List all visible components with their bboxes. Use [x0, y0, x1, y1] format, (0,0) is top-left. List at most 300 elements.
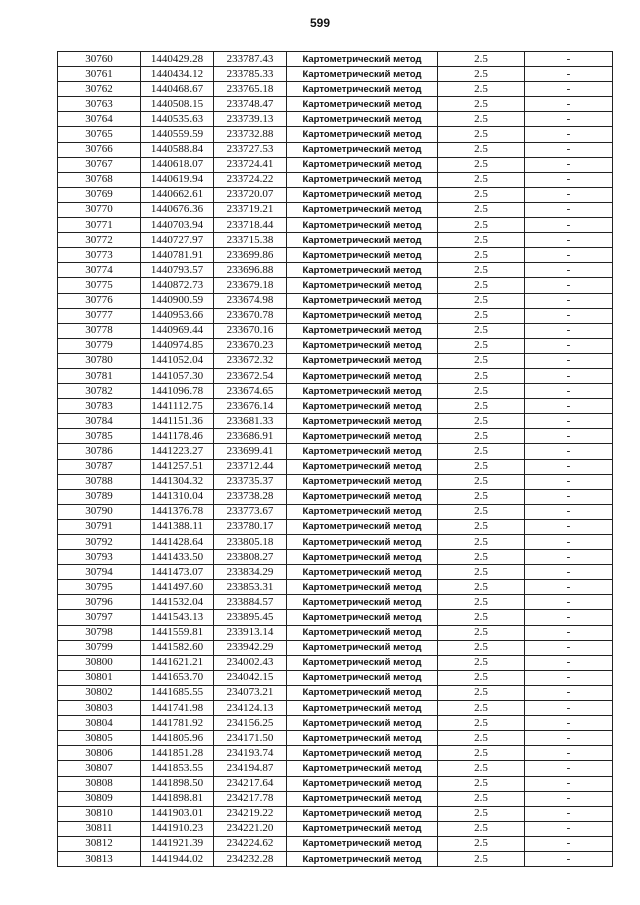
description-cell: -: [525, 202, 613, 217]
method-cell: Картометрический метод: [287, 670, 438, 685]
x-coordinate-cell: 1441741.98: [141, 701, 214, 716]
table-row: [58, 595, 613, 610]
accuracy-cell: 2.5: [438, 112, 525, 127]
y-coordinate-cell: 233780.17: [214, 519, 287, 534]
table-row: [58, 202, 613, 217]
y-coordinate-cell: 233787.43: [214, 52, 287, 67]
x-coordinate-cell: 1440618.07: [141, 157, 214, 172]
description-cell: -: [525, 701, 613, 716]
table-row: [58, 157, 613, 172]
y-coordinate-cell: 233853.31: [214, 580, 287, 595]
description-cell: -: [525, 640, 613, 655]
point-number-cell: 30798: [58, 625, 141, 640]
table-row: [58, 233, 613, 248]
description-cell: -: [525, 67, 613, 82]
y-coordinate-cell: 233895.45: [214, 610, 287, 625]
method-cell: Картометрический метод: [287, 112, 438, 127]
method-cell: Картометрический метод: [287, 806, 438, 821]
point-number-cell: 30812: [58, 836, 141, 851]
x-coordinate-cell: 1440900.59: [141, 293, 214, 308]
point-number-cell: 30780: [58, 353, 141, 368]
accuracy-cell: 2.5: [438, 821, 525, 836]
y-coordinate-cell: 234002.43: [214, 655, 287, 670]
y-coordinate-cell: 233884.57: [214, 595, 287, 610]
y-coordinate-cell: 233670.16: [214, 323, 287, 338]
method-cell: Картометрический метод: [287, 127, 438, 142]
description-cell: -: [525, 776, 613, 791]
y-coordinate-cell: 233696.88: [214, 263, 287, 278]
description-cell: -: [525, 791, 613, 806]
table-row: [58, 836, 613, 851]
description-cell: -: [525, 625, 613, 640]
y-coordinate-cell: 233739.13: [214, 112, 287, 127]
table-row: [58, 142, 613, 157]
table-row: [58, 776, 613, 791]
accuracy-cell: 2.5: [438, 716, 525, 731]
table-row: [58, 82, 613, 97]
point-number-cell: 30778: [58, 323, 141, 338]
point-number-cell: 30775: [58, 278, 141, 293]
accuracy-cell: 2.5: [438, 218, 525, 233]
x-coordinate-cell: 1441096.78: [141, 384, 214, 399]
x-coordinate-cell: 1441851.28: [141, 746, 214, 761]
point-number-cell: 30770: [58, 202, 141, 217]
method-cell: Картометрический метод: [287, 640, 438, 655]
method-cell: Картометрический метод: [287, 172, 438, 187]
description-cell: -: [525, 595, 613, 610]
method-cell: Картометрический метод: [287, 202, 438, 217]
point-number-cell: 30786: [58, 444, 141, 459]
accuracy-cell: 2.5: [438, 278, 525, 293]
point-number-cell: 30794: [58, 565, 141, 580]
accuracy-cell: 2.5: [438, 625, 525, 640]
point-number-cell: 30797: [58, 610, 141, 625]
page-number: 599: [309, 16, 331, 30]
y-coordinate-cell: 233679.18: [214, 278, 287, 293]
method-cell: Картометрический метод: [287, 263, 438, 278]
y-coordinate-cell: 234124.13: [214, 701, 287, 716]
table-row: [58, 806, 613, 821]
x-coordinate-cell: 1440508.15: [141, 97, 214, 112]
method-cell: Картометрический метод: [287, 52, 438, 67]
x-coordinate-cell: 1441921.39: [141, 836, 214, 851]
y-coordinate-cell: 233773.67: [214, 504, 287, 519]
y-coordinate-cell: 233738.28: [214, 489, 287, 504]
point-number-cell: 30791: [58, 519, 141, 534]
table-row: [58, 701, 613, 716]
method-cell: Картометрический метод: [287, 248, 438, 263]
description-cell: -: [525, 338, 613, 353]
accuracy-cell: 2.5: [438, 172, 525, 187]
point-number-cell: 30760: [58, 52, 141, 67]
accuracy-cell: 2.5: [438, 761, 525, 776]
accuracy-cell: 2.5: [438, 82, 525, 97]
method-cell: Картометрический метод: [287, 535, 438, 550]
accuracy-cell: 2.5: [438, 731, 525, 746]
table-row: [58, 353, 613, 368]
accuracy-cell: 2.5: [438, 459, 525, 474]
table-row: [58, 610, 613, 625]
description-cell: -: [525, 535, 613, 550]
method-cell: Картометрический метод: [287, 82, 438, 97]
point-number-cell: 30807: [58, 761, 141, 776]
x-coordinate-cell: 1441057.30: [141, 368, 214, 383]
point-number-cell: 30761: [58, 67, 141, 82]
method-cell: Картометрический метод: [287, 414, 438, 429]
table-row: [58, 640, 613, 655]
x-coordinate-cell: 1440619.94: [141, 172, 214, 187]
y-coordinate-cell: 234232.28: [214, 851, 287, 866]
table-row: [58, 414, 613, 429]
x-coordinate-cell: 1441052.04: [141, 353, 214, 368]
description-cell: -: [525, 685, 613, 700]
x-coordinate-cell: 1441898.81: [141, 791, 214, 806]
table-row: [58, 791, 613, 806]
x-coordinate-cell: 1441497.60: [141, 580, 214, 595]
accuracy-cell: 2.5: [438, 851, 525, 866]
point-number-cell: 30784: [58, 414, 141, 429]
point-number-cell: 30800: [58, 655, 141, 670]
accuracy-cell: 2.5: [438, 535, 525, 550]
y-coordinate-cell: 233699.86: [214, 248, 287, 263]
point-number-cell: 30774: [58, 263, 141, 278]
description-cell: -: [525, 187, 613, 202]
accuracy-cell: 2.5: [438, 97, 525, 112]
description-cell: -: [525, 610, 613, 625]
method-cell: Картометрический метод: [287, 338, 438, 353]
x-coordinate-cell: 1440588.84: [141, 142, 214, 157]
description-cell: -: [525, 399, 613, 414]
point-number-cell: 30809: [58, 791, 141, 806]
point-number-cell: 30768: [58, 172, 141, 187]
y-coordinate-cell: 233748.47: [214, 97, 287, 112]
point-number-cell: 30802: [58, 685, 141, 700]
accuracy-cell: 2.5: [438, 308, 525, 323]
method-cell: Картометрический метод: [287, 368, 438, 383]
method-cell: Картометрический метод: [287, 851, 438, 866]
description-cell: -: [525, 444, 613, 459]
point-number-cell: 30793: [58, 550, 141, 565]
point-number-cell: 30796: [58, 595, 141, 610]
table-row: [58, 550, 613, 565]
point-number-cell: 30773: [58, 248, 141, 263]
description-cell: -: [525, 384, 613, 399]
table-row: [58, 761, 613, 776]
accuracy-cell: 2.5: [438, 127, 525, 142]
point-number-cell: 30765: [58, 127, 141, 142]
accuracy-cell: 2.5: [438, 610, 525, 625]
x-coordinate-cell: 1441944.02: [141, 851, 214, 866]
description-cell: -: [525, 414, 613, 429]
point-number-cell: 30803: [58, 701, 141, 716]
table-row: [58, 97, 613, 112]
accuracy-cell: 2.5: [438, 655, 525, 670]
table-row: [58, 323, 613, 338]
y-coordinate-cell: 233724.41: [214, 157, 287, 172]
table-row: [58, 308, 613, 323]
method-cell: Картометрический метод: [287, 233, 438, 248]
accuracy-cell: 2.5: [438, 565, 525, 580]
x-coordinate-cell: 1440535.63: [141, 112, 214, 127]
accuracy-cell: 2.5: [438, 670, 525, 685]
table-row: [58, 399, 613, 414]
coordinates-table: [57, 51, 613, 867]
accuracy-cell: 2.5: [438, 157, 525, 172]
point-number-cell: 30805: [58, 731, 141, 746]
y-coordinate-cell: 233765.18: [214, 82, 287, 97]
description-cell: -: [525, 519, 613, 534]
accuracy-cell: 2.5: [438, 489, 525, 504]
method-cell: Картометрический метод: [287, 67, 438, 82]
x-coordinate-cell: 1441178.46: [141, 429, 214, 444]
x-coordinate-cell: 1441433.50: [141, 550, 214, 565]
x-coordinate-cell: 1441223.27: [141, 444, 214, 459]
table-row: [58, 293, 613, 308]
point-number-cell: 30787: [58, 459, 141, 474]
accuracy-cell: 2.5: [438, 338, 525, 353]
x-coordinate-cell: 1441621.21: [141, 655, 214, 670]
y-coordinate-cell: 233727.53: [214, 142, 287, 157]
accuracy-cell: 2.5: [438, 414, 525, 429]
x-coordinate-cell: 1441532.04: [141, 595, 214, 610]
x-coordinate-cell: 1441543.13: [141, 610, 214, 625]
accuracy-cell: 2.5: [438, 248, 525, 263]
point-number-cell: 30766: [58, 142, 141, 157]
table-row: [58, 535, 613, 550]
point-number-cell: 30804: [58, 716, 141, 731]
x-coordinate-cell: 1440727.97: [141, 233, 214, 248]
point-number-cell: 30795: [58, 580, 141, 595]
point-number-cell: 30801: [58, 670, 141, 685]
description-cell: -: [525, 157, 613, 172]
table-row: [58, 429, 613, 444]
accuracy-cell: 2.5: [438, 580, 525, 595]
point-number-cell: 30777: [58, 308, 141, 323]
x-coordinate-cell: 1440559.59: [141, 127, 214, 142]
table-row: [58, 459, 613, 474]
x-coordinate-cell: 1441898.50: [141, 776, 214, 791]
method-cell: Картометрический метод: [287, 142, 438, 157]
y-coordinate-cell: 234217.78: [214, 791, 287, 806]
point-number-cell: 30806: [58, 746, 141, 761]
accuracy-cell: 2.5: [438, 444, 525, 459]
table-row: [58, 127, 613, 142]
table-row: [58, 851, 613, 866]
method-cell: Картометрический метод: [287, 187, 438, 202]
y-coordinate-cell: 233686.91: [214, 429, 287, 444]
table-row: [58, 444, 613, 459]
x-coordinate-cell: 1440662.61: [141, 187, 214, 202]
x-coordinate-cell: 1441388.11: [141, 519, 214, 534]
y-coordinate-cell: 233720.07: [214, 187, 287, 202]
y-coordinate-cell: 233674.65: [214, 384, 287, 399]
table-body: [58, 52, 613, 867]
x-coordinate-cell: 1440953.66: [141, 308, 214, 323]
accuracy-cell: 2.5: [438, 52, 525, 67]
method-cell: Картометрический метод: [287, 353, 438, 368]
table-row: [58, 474, 613, 489]
y-coordinate-cell: 234221.20: [214, 821, 287, 836]
accuracy-cell: 2.5: [438, 776, 525, 791]
accuracy-cell: 2.5: [438, 519, 525, 534]
accuracy-cell: 2.5: [438, 233, 525, 248]
table-row: [58, 580, 613, 595]
x-coordinate-cell: 1441910.23: [141, 821, 214, 836]
x-coordinate-cell: 1441151.36: [141, 414, 214, 429]
y-coordinate-cell: 233712.44: [214, 459, 287, 474]
method-cell: Картометрический метод: [287, 278, 438, 293]
description-cell: -: [525, 489, 613, 504]
x-coordinate-cell: 1441376.78: [141, 504, 214, 519]
y-coordinate-cell: 233834.29: [214, 565, 287, 580]
method-cell: Картометрический метод: [287, 474, 438, 489]
accuracy-cell: 2.5: [438, 384, 525, 399]
x-coordinate-cell: 1440703.94: [141, 218, 214, 233]
description-cell: -: [525, 308, 613, 323]
table-row: [58, 746, 613, 761]
method-cell: Картометрический метод: [287, 459, 438, 474]
accuracy-cell: 2.5: [438, 263, 525, 278]
x-coordinate-cell: 1441559.81: [141, 625, 214, 640]
method-cell: Картометрический метод: [287, 97, 438, 112]
method-cell: Картометрический метод: [287, 157, 438, 172]
y-coordinate-cell: 233805.18: [214, 535, 287, 550]
table-row: [58, 519, 613, 534]
point-number-cell: 30785: [58, 429, 141, 444]
description-cell: -: [525, 670, 613, 685]
point-number-cell: 30789: [58, 489, 141, 504]
method-cell: Картометрический метод: [287, 308, 438, 323]
x-coordinate-cell: 1440434.12: [141, 67, 214, 82]
method-cell: Картометрический метод: [287, 701, 438, 716]
table-row: [58, 685, 613, 700]
point-number-cell: 30792: [58, 535, 141, 550]
accuracy-cell: 2.5: [438, 640, 525, 655]
table-row: [58, 278, 613, 293]
x-coordinate-cell: 1441582.60: [141, 640, 214, 655]
table-row: [58, 565, 613, 580]
method-cell: Картометрический метод: [287, 655, 438, 670]
description-cell: -: [525, 263, 613, 278]
method-cell: Картометрический метод: [287, 519, 438, 534]
description-cell: -: [525, 127, 613, 142]
point-number-cell: 30779: [58, 338, 141, 353]
y-coordinate-cell: 234224.62: [214, 836, 287, 851]
y-coordinate-cell: 233676.14: [214, 399, 287, 414]
x-coordinate-cell: 1441428.64: [141, 535, 214, 550]
method-cell: Картометрический метод: [287, 384, 438, 399]
method-cell: Картометрический метод: [287, 625, 438, 640]
description-cell: -: [525, 459, 613, 474]
point-number-cell: 30781: [58, 368, 141, 383]
method-cell: Картометрический метод: [287, 746, 438, 761]
table-row: [58, 368, 613, 383]
description-cell: -: [525, 218, 613, 233]
description-cell: -: [525, 761, 613, 776]
x-coordinate-cell: 1441853.55: [141, 761, 214, 776]
y-coordinate-cell: 234042.15: [214, 670, 287, 685]
x-coordinate-cell: 1441304.32: [141, 474, 214, 489]
accuracy-cell: 2.5: [438, 429, 525, 444]
description-cell: -: [525, 368, 613, 383]
description-cell: -: [525, 429, 613, 444]
x-coordinate-cell: 1441685.55: [141, 685, 214, 700]
point-number-cell: 30788: [58, 474, 141, 489]
method-cell: Картометрический метод: [287, 444, 438, 459]
method-cell: Картометрический метод: [287, 595, 438, 610]
point-number-cell: 30783: [58, 399, 141, 414]
method-cell: Картометрический метод: [287, 731, 438, 746]
x-coordinate-cell: 1441805.96: [141, 731, 214, 746]
description-cell: -: [525, 278, 613, 293]
description-cell: -: [525, 550, 613, 565]
accuracy-cell: 2.5: [438, 368, 525, 383]
method-cell: Картометрический метод: [287, 580, 438, 595]
description-cell: -: [525, 716, 613, 731]
y-coordinate-cell: 234193.74: [214, 746, 287, 761]
y-coordinate-cell: 233672.54: [214, 368, 287, 383]
description-cell: -: [525, 142, 613, 157]
description-cell: -: [525, 731, 613, 746]
description-cell: -: [525, 655, 613, 670]
y-coordinate-cell: 234219.22: [214, 806, 287, 821]
table-row: [58, 52, 613, 67]
y-coordinate-cell: 233718.44: [214, 218, 287, 233]
y-coordinate-cell: 233672.32: [214, 353, 287, 368]
y-coordinate-cell: 234171.50: [214, 731, 287, 746]
x-coordinate-cell: 1440872.73: [141, 278, 214, 293]
x-coordinate-cell: 1440969.44: [141, 323, 214, 338]
x-coordinate-cell: 1440793.57: [141, 263, 214, 278]
x-coordinate-cell: 1440781.91: [141, 248, 214, 263]
description-cell: -: [525, 580, 613, 595]
y-coordinate-cell: 233942.29: [214, 640, 287, 655]
method-cell: Картометрический метод: [287, 565, 438, 580]
x-coordinate-cell: 1441781.92: [141, 716, 214, 731]
y-coordinate-cell: 233715.38: [214, 233, 287, 248]
description-cell: -: [525, 806, 613, 821]
y-coordinate-cell: 233699.41: [214, 444, 287, 459]
table-row: [58, 187, 613, 202]
method-cell: Картометрический метод: [287, 504, 438, 519]
point-number-cell: 30762: [58, 82, 141, 97]
table-row: [58, 67, 613, 82]
accuracy-cell: 2.5: [438, 685, 525, 700]
description-cell: -: [525, 172, 613, 187]
point-number-cell: 30799: [58, 640, 141, 655]
method-cell: Картометрический метод: [287, 429, 438, 444]
accuracy-cell: 2.5: [438, 791, 525, 806]
x-coordinate-cell: 1441653.70: [141, 670, 214, 685]
table-row: [58, 338, 613, 353]
point-number-cell: 30790: [58, 504, 141, 519]
x-coordinate-cell: 1441473.07: [141, 565, 214, 580]
point-number-cell: 30810: [58, 806, 141, 821]
description-cell: -: [525, 82, 613, 97]
table-row: [58, 384, 613, 399]
table-row: [58, 248, 613, 263]
table-row: [58, 172, 613, 187]
description-cell: -: [525, 821, 613, 836]
method-cell: Картометрический метод: [287, 218, 438, 233]
point-number-cell: 30772: [58, 233, 141, 248]
method-cell: Картометрический метод: [287, 399, 438, 414]
y-coordinate-cell: 233719.21: [214, 202, 287, 217]
accuracy-cell: 2.5: [438, 202, 525, 217]
description-cell: -: [525, 474, 613, 489]
y-coordinate-cell: 233785.33: [214, 67, 287, 82]
method-cell: Картометрический метод: [287, 761, 438, 776]
